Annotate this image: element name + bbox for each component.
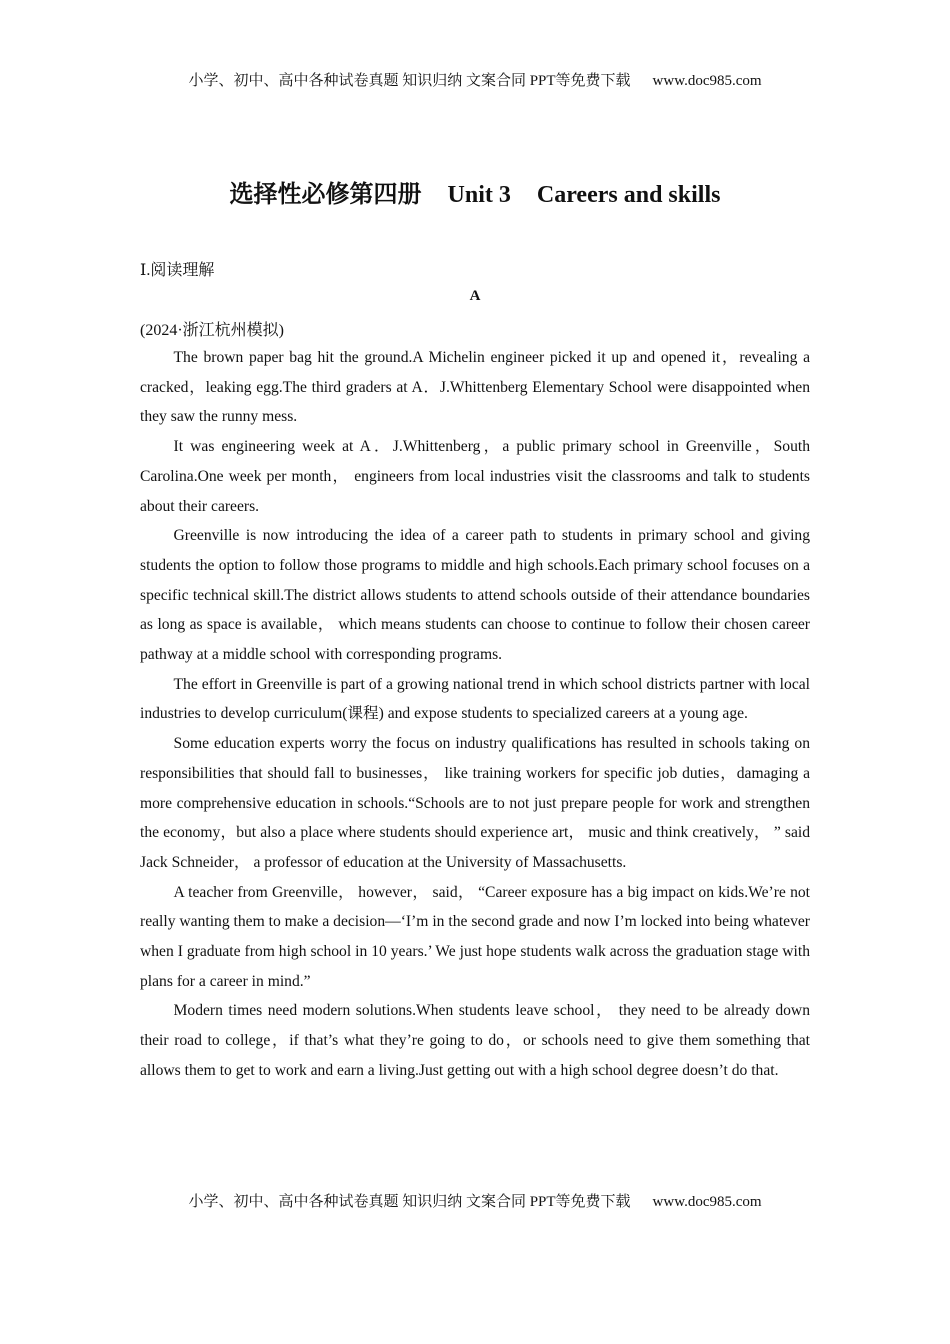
title-cn: 选择性必修第四册: [229, 182, 422, 208]
footer-url[interactable]: www.doc985.com: [652, 1194, 762, 1210]
paragraph: Greenville is now introducing the idea of a career path to students in primary school and giving students the option to follow those programs to middle and high schools.Each primary school focuses on a specific technical skill.The district allows students to attend schools outside of their attendance boundaries as long as space is available， which means students can choose to continue to follow their chosen career pathway at a middle school with corresponding programs.: [140, 527, 810, 664]
page-footer: [0, 1190, 950, 1211]
paragraph: It was engineering week at A．J.Whittenberg，a public primary school in Greenville，South Carolina.One week per month， engineers from local industries visit the classrooms and talk to students about their careers.: [140, 438, 810, 515]
paragraph: The effort in Greenville is part of a growing national trend in which school districts partner with local industries to develop curriculum(课程) and expose students to specialized careers at a young age.: [140, 675, 810, 723]
page-header: [0, 69, 950, 90]
passage-body: [140, 343, 810, 1086]
title-unit: Unit 3: [447, 182, 511, 208]
paragraph: A teacher from Greenville， however， said， “Career exposure has a big impact on kids.We’re not really wanting them to make a decision—‘I’m in the second grade and now I’m locked into being whatever when I graduate from high school in 10 years.’ We just hope students walk across the graduation stage with plans for a career in mind.”: [140, 883, 810, 990]
paragraph: Modern times need modern solutions.When students leave school， they need to be already down their road to college，if that’s what they’re going to do，or schools need to give them something that allows them to get to work and earn a living.Just getting out with a high school degree doesn’t do that.: [140, 1002, 810, 1079]
footer-text: 小学、初中、高中各种试卷真题 知识归纳 文案合同 PPT等免费下载: [188, 1194, 631, 1210]
header-text: 小学、初中、高中各种试卷真题 知识归纳 文案合同 PPT等免费下载: [188, 73, 631, 89]
header-url[interactable]: www.doc985.com: [652, 73, 762, 89]
title-topic: Careers and skills: [536, 182, 721, 208]
passage-source: (2024·浙江杭州模拟): [140, 322, 284, 339]
passage-letter: A: [469, 288, 481, 304]
paragraph: The brown paper bag hit the ground.A Michelin engineer picked it up and opened it，revealing a cracked，leaking egg.The third graders at A．J.Whittenberg Elementary School were disappointed when they saw the runny mess.: [140, 349, 810, 426]
paragraph: Some education experts worry the focus on industry qualifications has resulted in schools taking on responsibilities that should fall to businesses， like training workers for specific job duties，damaging a more comprehensive education in schools.“Schools are to not just prepare people for work and strengthen the economy，but also a place where students should experience art， music and think creatively， ” said Jack Schneider， a professor of education at the University of Massachusetts.: [140, 735, 810, 871]
section-heading: Ⅰ.阅读理解: [140, 262, 215, 279]
page-title: [0, 174, 950, 209]
